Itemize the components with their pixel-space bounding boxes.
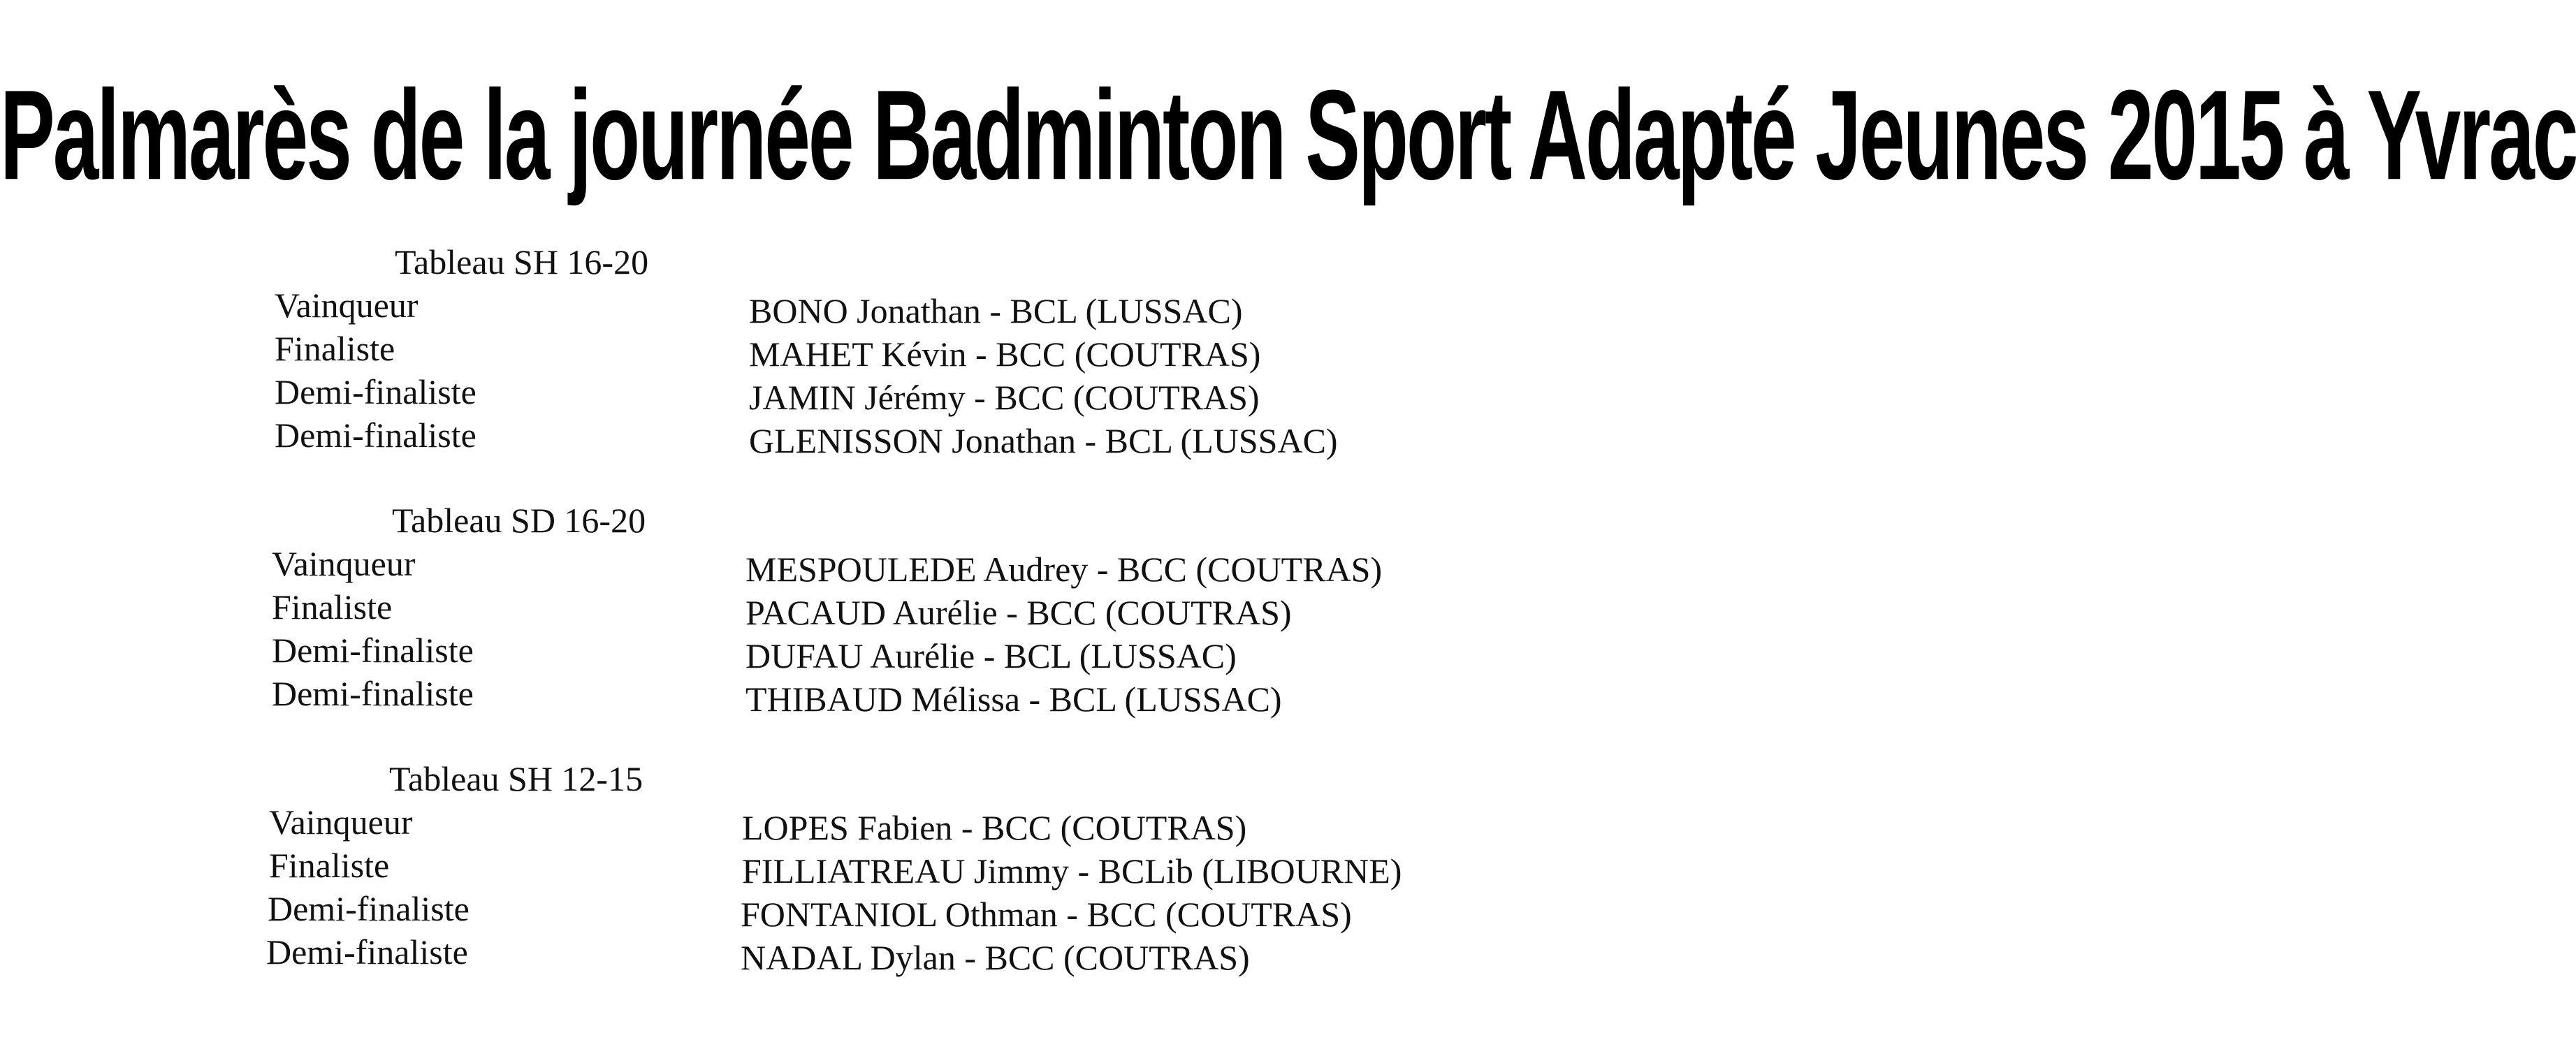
result-row xyxy=(0,328,1643,374)
player-entry: JAMIN Jérémy - BCC (COUTRAS) xyxy=(749,378,1260,417)
result-row xyxy=(0,931,1643,977)
result-row xyxy=(0,284,1643,328)
result-row xyxy=(0,414,1643,460)
rank-label: Finaliste xyxy=(269,846,390,885)
section-heading: Tableau SH 12-15 xyxy=(389,759,643,798)
rank-label: Demi-finaliste xyxy=(275,416,476,455)
rank-label: Vainqueur xyxy=(275,286,419,325)
player-entry: THIBAUD Mélissa - BCL (LUSSAC) xyxy=(745,680,1282,719)
player-entry: GLENISSON Jonathan - BCL (LUSSAC) xyxy=(749,421,1338,460)
result-row xyxy=(0,629,1643,673)
result-row xyxy=(0,673,1643,719)
result-row xyxy=(0,888,1643,934)
player-entry: BONO Jonathan - BCL (LUSSAC) xyxy=(749,291,1243,330)
player-entry: MAHET Kévin - BCC (COUTRAS) xyxy=(749,335,1261,374)
section-heading: Tableau SH 16-20 xyxy=(395,242,649,281)
rank-label: Vainqueur xyxy=(272,544,416,583)
rank-label: Demi-finaliste xyxy=(275,372,476,411)
player-entry: LOPES Fabien - BCC (COUTRAS) xyxy=(742,808,1247,847)
result-row xyxy=(0,371,1643,417)
player-entry: FONTANIOL Othman - BCC (COUTRAS) xyxy=(741,895,1352,934)
result-row xyxy=(0,586,1643,632)
section-heading: Tableau SD 16-20 xyxy=(392,501,646,540)
player-entry: FILLIATREAU Jimmy - BCLib (LIBOURNE) xyxy=(742,851,1402,890)
rank-label: Demi-finaliste xyxy=(272,674,474,713)
page-title: Palmarès de la journée Badminton Sport Adapté Jeunes 2015 à Yvrac xyxy=(0,64,2576,207)
rank-label: Vainqueur xyxy=(269,802,413,842)
result-row xyxy=(0,543,1643,589)
rank-label: Demi-finaliste xyxy=(268,889,470,928)
result-row xyxy=(0,801,1643,847)
rank-label: Finaliste xyxy=(272,587,393,626)
rank-label: Finaliste xyxy=(275,329,395,368)
player-entry: PACAUD Aurélie - BCC (COUTRAS) xyxy=(745,593,1292,632)
player-entry: DUFAU Aurélie - BCL (LUSSAC) xyxy=(745,636,1237,675)
rank-label: Demi-finaliste xyxy=(272,631,474,670)
player-entry: MESPOULEDE Audrey - BCC (COUTRAS) xyxy=(745,550,1383,589)
result-row xyxy=(0,844,1643,888)
player-entry: NADAL Dylan - BCC (COUTRAS) xyxy=(741,938,1250,977)
rank-label: Demi-finaliste xyxy=(266,932,468,971)
